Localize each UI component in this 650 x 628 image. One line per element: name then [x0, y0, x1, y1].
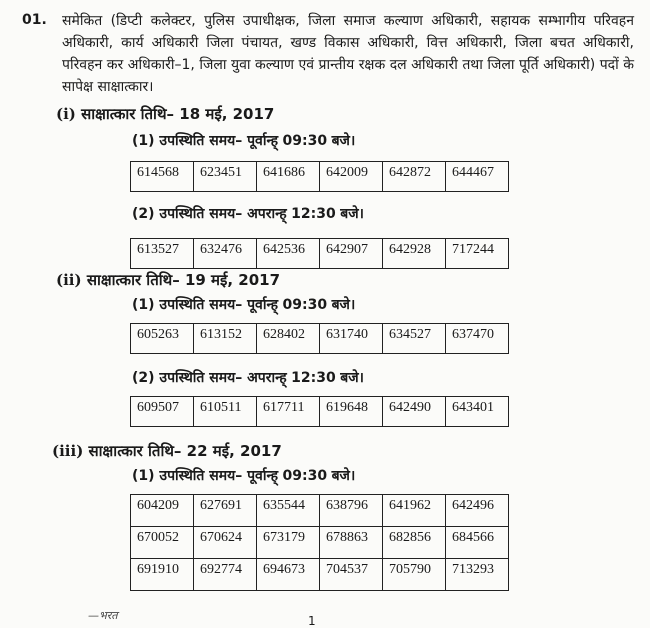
roll-number-cell: 605263 [131, 324, 194, 354]
signature: —भरत [88, 609, 118, 622]
slot-suffix: बजे। [340, 370, 364, 386]
roll-number-cell: 678863 [320, 527, 383, 559]
time-slot-heading [132, 466, 355, 485]
roll-number-cell: 713293 [446, 559, 509, 591]
table-row [131, 324, 509, 354]
roll-number-cell: 628402 [257, 324, 320, 354]
roll-number-cell: 643401 [446, 397, 509, 427]
roll-number-table [130, 323, 509, 354]
roll-number-cell: 642872 [383, 162, 446, 192]
slot-label: (1) उपस्थिति समय– पूर्वान्ह् [132, 133, 279, 149]
table-row [131, 559, 509, 591]
roll-number-cell: 642009 [320, 162, 383, 192]
section-heading [56, 104, 274, 124]
item-description: समेकित (डिप्टी कलेक्टर, पुलिस उपाधीक्षक, जिला समाज कल्याण अधिकारी, सहायक सम्भागीय परिवहन अधिकारी, कार्य अधिकारी जिला पंचायत, खण्ड विकास अधिकारी, वित्त अधिकारी, जिला बचत अधिकारी, परिवहन कर अधिकारी–1, जिला युवा कल्याण एवं प्रान्तीय रक्षक दल अधिकारी तथा जिला पूर्ति अधिकारी) पदों के सापेक्ष साक्षात्कार। [62, 13, 634, 95]
page-number: 1 [308, 614, 316, 628]
section-date: 22 मई, 2017 [186, 442, 282, 460]
roll-number-cell: 670052 [131, 527, 194, 559]
table-row [131, 162, 509, 192]
roll-number-cell: 627691 [194, 495, 257, 527]
roll-number-cell: 623451 [194, 162, 257, 192]
table-row [131, 239, 509, 269]
time-slot-heading [132, 295, 355, 314]
roll-number-cell: 641962 [383, 495, 446, 527]
table-row [131, 527, 509, 559]
roll-number-cell: 617711 [257, 397, 320, 427]
roll-number-cell: 642496 [446, 495, 509, 527]
roll-number-cell: 613527 [131, 239, 194, 269]
slot-label: (2) उपस्थिति समय– अपरान्ह् [132, 206, 287, 222]
roll-number-cell: 634527 [383, 324, 446, 354]
section-label: साक्षात्कार तिथि– [88, 442, 182, 460]
roll-number-cell: 644467 [446, 162, 509, 192]
roll-number-cell: 609507 [131, 397, 194, 427]
roll-number-table [130, 161, 509, 192]
section-date: 19 मई, 2017 [184, 271, 281, 289]
section-numeral: (iii) [52, 442, 84, 460]
time-slot-heading [132, 368, 364, 387]
roll-number-cell: 635544 [257, 495, 320, 527]
roll-number-cell: 604209 [131, 495, 194, 527]
section-numeral: (ii) [56, 271, 82, 289]
roll-number-cell: 642490 [383, 397, 446, 427]
slot-time: 12:30 [291, 370, 336, 386]
section-date: 18 मई, 2017 [179, 105, 275, 123]
item-number: 01. [22, 12, 47, 28]
roll-number-cell: 670624 [194, 527, 257, 559]
slot-suffix: बजे। [340, 206, 364, 222]
roll-number-cell: 694673 [257, 559, 320, 591]
roll-number-cell: 641686 [257, 162, 320, 192]
slot-time: 09:30 [282, 297, 328, 313]
section-numeral: (i) [56, 105, 76, 123]
time-slot-heading [132, 204, 364, 223]
roll-number-cell: 682856 [383, 527, 446, 559]
roll-number-cell: 632476 [194, 239, 257, 269]
roll-number-cell: 631740 [320, 324, 383, 354]
roll-number-cell: 619648 [320, 397, 383, 427]
roll-number-cell: 614568 [131, 162, 194, 192]
slot-suffix: बजे। [331, 133, 356, 149]
roll-number-cell: 673179 [257, 527, 320, 559]
slot-suffix: बजे। [331, 297, 356, 313]
section-heading [56, 270, 280, 290]
roll-number-cell: 610511 [194, 397, 257, 427]
slot-suffix: बजे। [331, 468, 356, 484]
roll-number-cell: 637470 [446, 324, 509, 354]
roll-number-cell: 642536 [257, 239, 320, 269]
roll-number-cell: 684566 [446, 527, 509, 559]
roll-number-cell: 638796 [320, 495, 383, 527]
roll-number-cell: 642928 [383, 239, 446, 269]
slot-label: (2) उपस्थिति समय– अपरान्ह् [132, 370, 287, 386]
roll-number-cell: 692774 [194, 559, 257, 591]
time-slot-heading [132, 131, 355, 150]
roll-number-cell: 642907 [320, 239, 383, 269]
roll-number-cell: 691910 [131, 559, 194, 591]
slot-time: 09:30 [282, 468, 328, 484]
roll-number-cell: 705790 [383, 559, 446, 591]
slot-time: 12:30 [291, 206, 336, 222]
slot-label: (1) उपस्थिति समय– पूर्वान्ह् [132, 297, 279, 313]
table-row [131, 397, 509, 427]
roll-number-cell: 613152 [194, 324, 257, 354]
section-heading [52, 441, 282, 461]
slot-label: (1) उपस्थिति समय– पूर्वान्ह् [132, 468, 279, 484]
table-row [131, 495, 509, 527]
roll-number-table [130, 396, 509, 427]
slot-time: 09:30 [282, 133, 328, 149]
roll-number-cell: 717244 [446, 239, 509, 269]
roll-number-table [130, 238, 509, 269]
roll-number-cell: 704537 [320, 559, 383, 591]
section-label: साक्षात्कार तिथि– [81, 105, 175, 123]
roll-number-table [130, 494, 509, 591]
section-label: साक्षात्कार तिथि– [86, 271, 180, 289]
